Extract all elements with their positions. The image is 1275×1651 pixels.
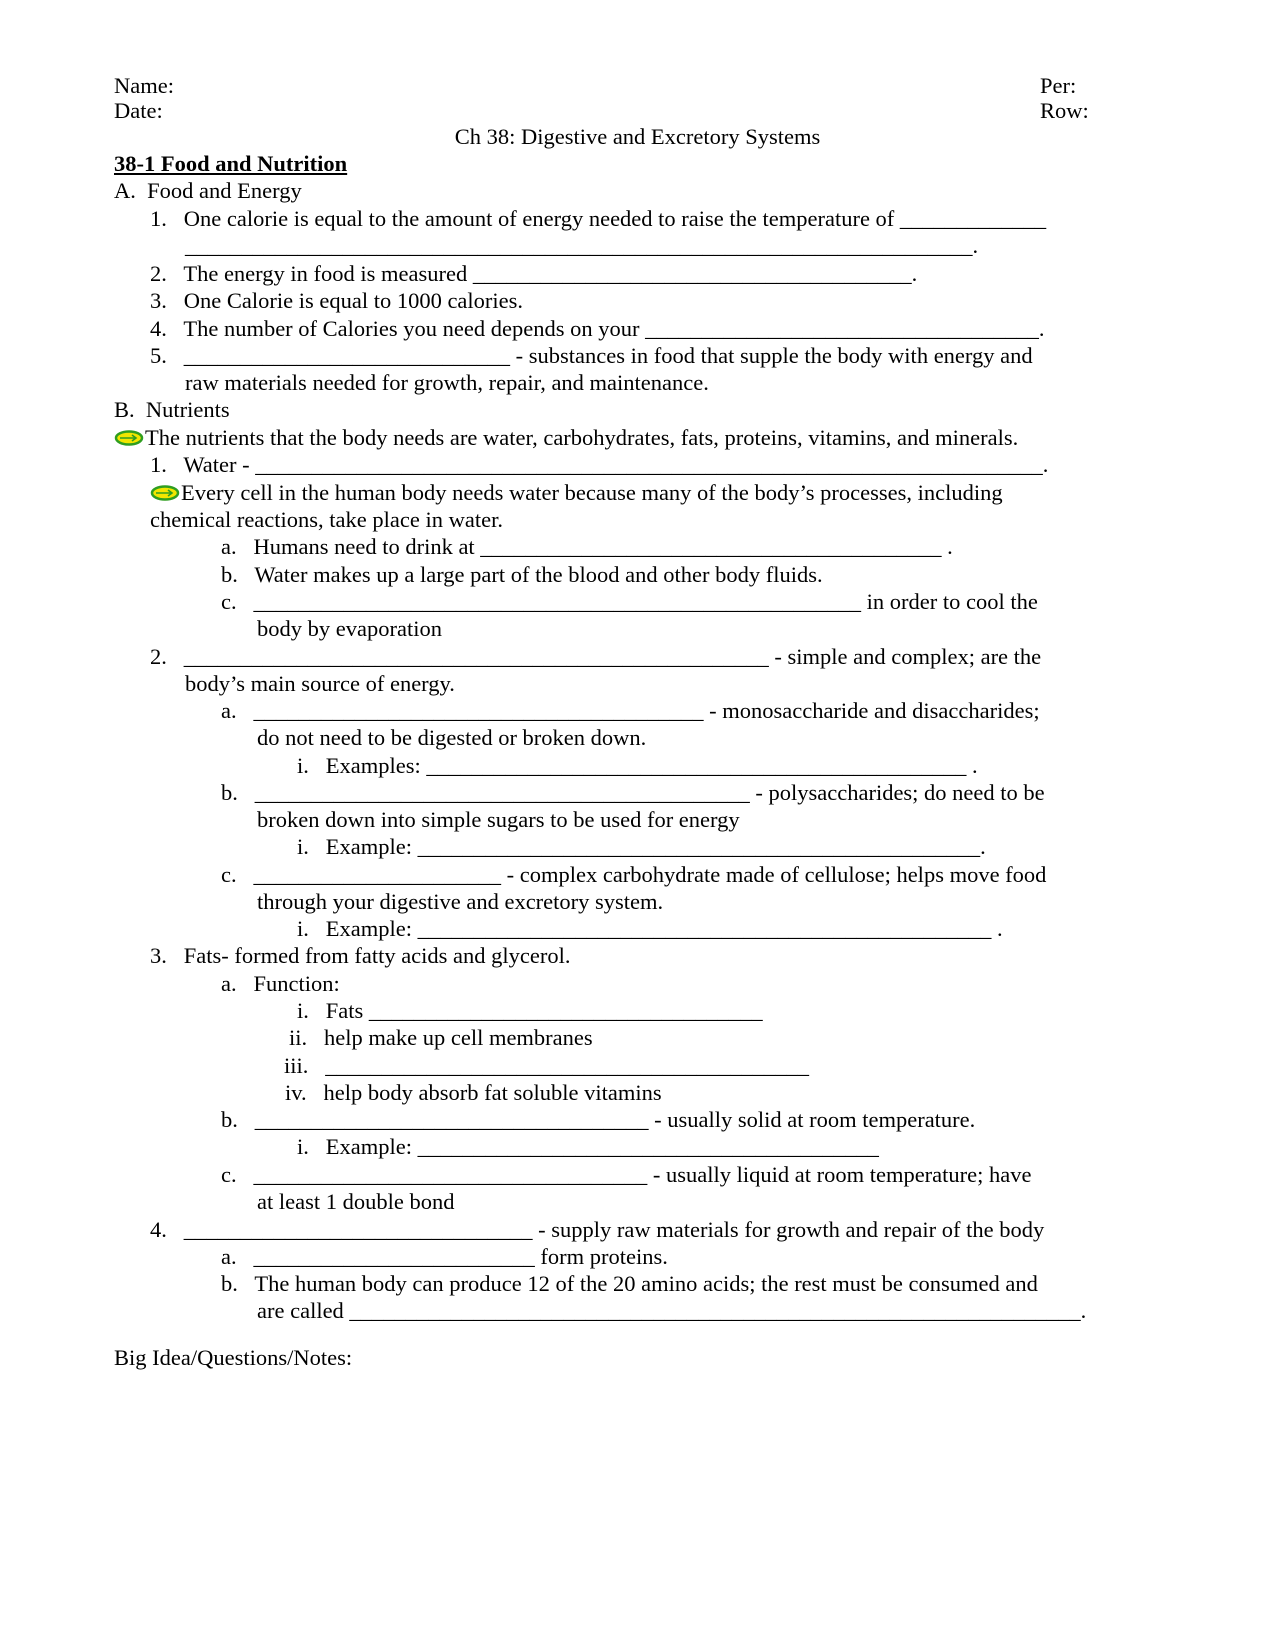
item-calories-needed: 4. The number of Calories you need depends on your ___________________________________. bbox=[150, 316, 1045, 341]
item-fats-c-cont: at least 1 double bond bbox=[257, 1189, 455, 1214]
note-nutrients-list bbox=[114, 424, 1018, 451]
item-fats-function: a. Function: bbox=[221, 971, 340, 996]
page-title: Ch 38: Digestive and Excretory Systems bbox=[454, 124, 821, 149]
subheading-food-energy: A. Food and Energy bbox=[114, 178, 302, 203]
item-fats-b-example: i. Example: _________________________________________ bbox=[297, 1134, 879, 1159]
item-water-b: b. Water makes up a large part of the blood and other body fluids. bbox=[221, 562, 823, 587]
item-nutrients-def-cont: raw materials needed for growth, repair, and maintenance. bbox=[185, 370, 709, 395]
item-carb-c-example: i. Example: ___________________________________________________ . bbox=[297, 916, 1003, 941]
yellow-pill-icon bbox=[150, 484, 180, 502]
section-heading: 38-1 Food and Nutrition bbox=[114, 151, 348, 176]
item-carb-a-cont: do not need to be digested or broken down. bbox=[257, 725, 647, 750]
subheading-nutrients: B. Nutrients bbox=[114, 397, 230, 422]
item-calorie-definition-cont: ______________________________________________________________________. bbox=[185, 233, 979, 258]
note-nutrients-text: The nutrients that the body needs are water, carbohydrates, fats, proteins, vitamins, and minerals. bbox=[145, 425, 1019, 450]
item-carb-c: c. ______________________ - complex carbohydrate made of cellulose; helps move food bbox=[221, 862, 1047, 887]
item-carb-a-examples: i. Examples: ________________________________________________ . bbox=[297, 753, 978, 778]
item-calorie-equals: 3. One Calorie is equal to 1000 calories. bbox=[150, 288, 524, 313]
name-label: Name: bbox=[114, 73, 174, 98]
item-water-c-cont: body by evaporation bbox=[257, 616, 442, 641]
item-carb-b-example: i. Example: __________________________________________________. bbox=[297, 834, 986, 859]
item-proteins-b-cont: are called _________________________________________________________________. bbox=[257, 1298, 1087, 1323]
item-proteins-a: a. _________________________ form proteins. bbox=[221, 1244, 668, 1269]
per-label: Per: bbox=[1040, 73, 1077, 98]
note-water-cont: chemical reactions, take place in water. bbox=[150, 507, 503, 532]
item-water-a: a. Humans need to drink at _________________________________________ . bbox=[221, 534, 953, 559]
item-fats-function-i: i. Fats ___________________________________ bbox=[297, 998, 763, 1023]
item-calorie-definition: 1. One calorie is equal to the amount of energy needed to raise the temperature of _____________ bbox=[150, 206, 1047, 231]
item-fats-function-ii: ii. help make up cell membranes bbox=[289, 1025, 593, 1050]
item-proteins-b: b. The human body can produce 12 of the 20 amino acids; the rest must be consumed and bbox=[221, 1271, 1038, 1296]
item-carbohydrates-cont: body’s main source of energy. bbox=[185, 671, 455, 696]
item-carb-b-cont: broken down into simple sugars to be used for energy bbox=[257, 807, 740, 832]
item-carbohydrates: 2. ____________________________________________________ - simple and complex; are the bbox=[150, 644, 1042, 669]
item-fats-c: c. ___________________________________ - usually liquid at room temperature; have bbox=[221, 1162, 1032, 1187]
item-carb-b: b. ____________________________________________ - polysaccharides; do need to be bbox=[221, 780, 1045, 805]
item-water: 1. Water - ______________________________________________________________________. bbox=[150, 452, 1049, 477]
yellow-pill-icon bbox=[114, 429, 144, 447]
item-energy-measured: 2. The energy in food is measured _______________________________________. bbox=[150, 261, 918, 286]
date-label: Date: bbox=[114, 98, 163, 123]
item-proteins: 4. _______________________________ - supply raw materials for growth and repair of the body bbox=[150, 1217, 1045, 1242]
item-water-c: c. ______________________________________________________ in order to cool the bbox=[221, 589, 1038, 614]
item-nutrients-def: 5. _____________________________ - substances in food that supple the body with energy and bbox=[150, 343, 1033, 368]
notes-label: Big Idea/Questions/Notes: bbox=[114, 1345, 353, 1370]
item-fats-function-iv: iv. help body absorb fat soluble vitamins bbox=[285, 1080, 662, 1105]
note-water bbox=[150, 479, 1003, 506]
item-fats-b: b. ___________________________________ - usually solid at room temperature. bbox=[221, 1107, 976, 1132]
item-carb-a: a. ________________________________________ - monosaccharide and disaccharides; bbox=[221, 698, 1040, 723]
item-fats: 3. Fats- formed from fatty acids and glycerol. bbox=[150, 943, 571, 968]
note-water-text: Every cell in the human body needs water because many of the body’s processes, including bbox=[181, 480, 1003, 505]
row-label: Row: bbox=[1040, 98, 1089, 123]
item-fats-function-iii: iii. ___________________________________________ bbox=[284, 1053, 810, 1078]
item-carb-c-cont: through your digestive and excretory system. bbox=[257, 889, 664, 914]
